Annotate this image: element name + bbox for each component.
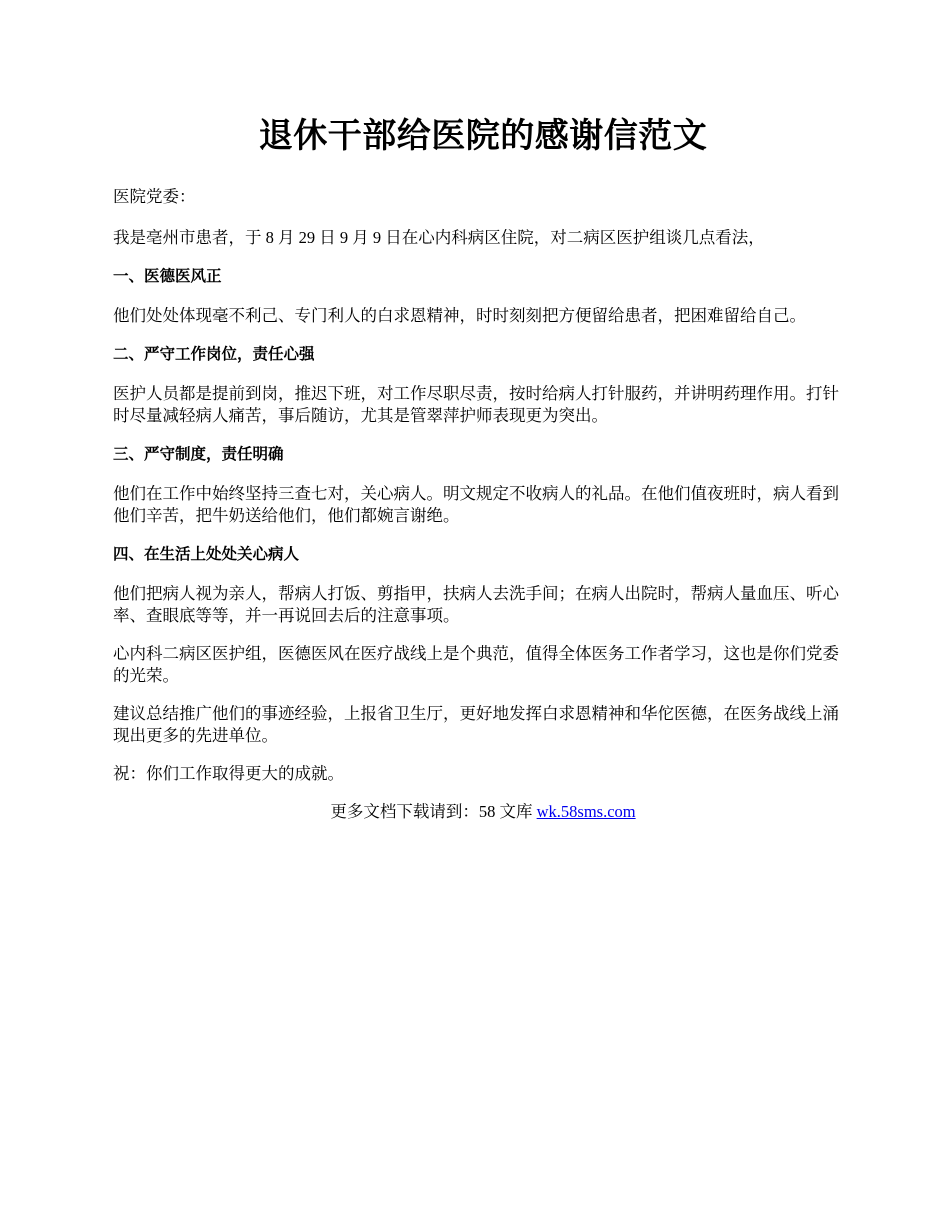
document-title: 退休干部给医院的感谢信范文 <box>258 118 708 155</box>
section-heading-4: 四、在生活上处处关心病人 <box>113 545 300 563</box>
section-body-2: 医护人员都是提前到岗，推迟下班，对工作尽职尽责，按时给病人打针服药，并讲明药理作用。打针时尽量减轻病人痛苦，事后随访，尤其是管翠萍护师表现更为突出。 <box>113 384 839 425</box>
section-heading-3: 三、严守制度，责任明确 <box>113 445 284 463</box>
document-content <box>113 108 853 839</box>
section-heading-2: 二、严守工作岗位，责任心强 <box>113 345 315 363</box>
footer-text: 更多文档下载请到：58 文库 <box>330 802 537 821</box>
footer-link[interactable]: wk.58sms.com <box>536 802 636 821</box>
closing-salutation: 祝：你们工作取得更大的成就。 <box>113 764 344 783</box>
intro-paragraph: 我是亳州市患者，于 8 月 29 日 9 月 9 日在心内科病区住院，对二病区医护组谈几点看法， <box>113 228 765 247</box>
section-body-1: 他们处处体现毫不利己、专门利人的白求恩精神，时时刻刻把方便留给患者，把困难留给自己。 <box>113 306 806 325</box>
section-body-4: 他们把病人视为亲人，帮病人打饭、剪指甲，扶病人去洗手间；在病人出院时，帮病人量血压、听心率、查眼底等等，并一再说回去后的注意事项。 <box>113 584 839 625</box>
greeting: 医院党委： <box>113 187 196 206</box>
section-body-3: 他们在工作中始终坚持三查七对，关心病人。明文规定不收病人的礼品。在他们值夜班时，病人看到他们辛苦，把牛奶送给他们，他们都婉言谢绝。 <box>113 484 839 525</box>
download-footer <box>113 801 853 823</box>
section-heading-1: 一、医德医风正 <box>113 267 222 285</box>
closing-paragraph-2: 建议总结推广他们的事迹经验，上报省卫生厅，更好地发挥白求恩精神和华佗医德，在医务战线上涌现出更多的先进单位。 <box>113 704 839 745</box>
closing-paragraph-1: 心内科二病区医护组，医德医风在医疗战线上是个典范，值得全体医务工作者学习，这也是你们党委的光荣。 <box>113 644 839 685</box>
